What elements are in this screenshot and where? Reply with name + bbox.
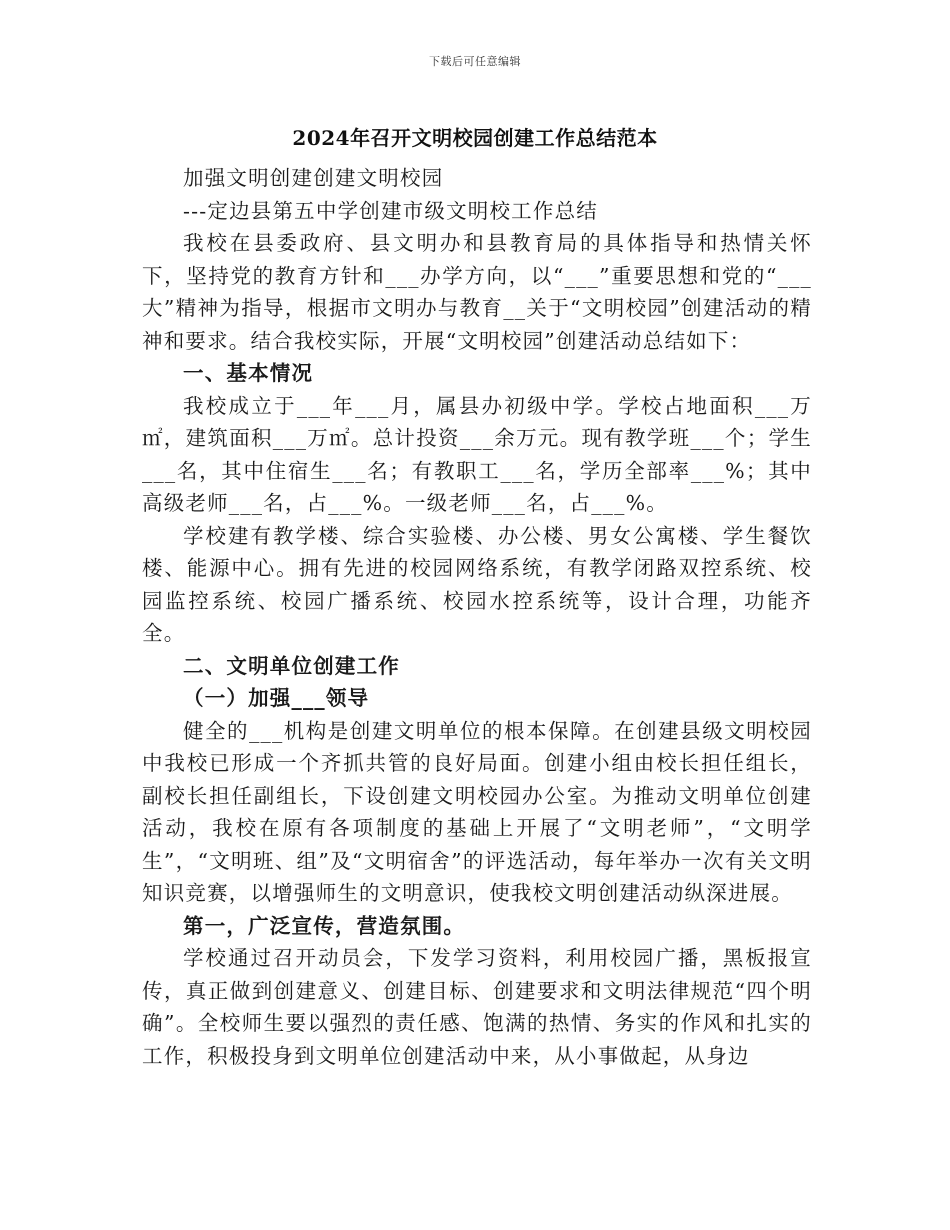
document-body <box>142 162 812 1072</box>
section-heading-creation: 二、文明单位创建工作 <box>183 653 400 678</box>
paragraph-leadership: 健全的___机构是创建文明单位的根本保障。在创建县级文明校园中我校已形成一个齐抓共管的良好局面。创建小组由校长担任组长，副校长担任副组长，下设创建文明校园办公室。为推动文明单位创建活动，我校在原有各项制度的基础上开展了“文明老师”，“文明学生”，“文明班、组”及“文明宿舍”的评选活动，每年举办一次有关文明知识竞赛，以增强师生的文明意识，使我校文明创建活动纵深进展。 <box>142 718 812 905</box>
paragraph-basic-2: 学校建有教学楼、综合实验楼、办公楼、男女公寓楼、学生餐饮楼、能源中心。拥有先进的校园网络系统，有教学闭路双控系统、校园监控系统、校园广播系统、校园水控系统等，设计合理，功能齐全。 <box>142 523 812 645</box>
paragraph-subtitle-2: ---定边县第五中学创建市级文明校工作总结 <box>183 198 598 223</box>
paragraph-publicity: 学校通过召开动员会，下发学习资料，利用校园广播，黑板报宣传，真正做到创建意义、创建目标、创建要求和文明法律规范“四个明确”。全校师生要以强烈的责任感、饱满的热情、务实的作风和扎实的工作，积极投身到文明单位创建活动中来，从小事做起，从身边 <box>142 946 812 1068</box>
subsection-heading-leadership: （一）加强___领导 <box>183 686 370 710</box>
section-heading-basic: 一、基本情况 <box>183 361 314 385</box>
paragraph-basic-1: 我校成立于___年___月，属县办初级中学。学校占地面积___万㎡，建筑面积___万㎡。总计投资___余万元。现有教学班___个；学生___名，其中住宿生___名；有教职工___名，学历全部率___%；其中高级老师___名，占___%。一级老师___名，占___%。 <box>142 393 812 515</box>
document-title: 2024年召开文明校园创建工作总结范本 <box>292 126 658 150</box>
paragraph-subtitle-1: 加强文明创建创建文明校园 <box>183 166 444 190</box>
section-heading-publicity: 第一，广泛宣传，营造氛围。 <box>183 913 466 938</box>
header-note: 下载后可任意编辑 <box>429 55 521 68</box>
paragraph-intro: 我校在县委政府、县文明办和县教育局的具体指导和热情关怀下，坚持党的教育方针和___办学方向，以“___”重要思想和党的“___大”精神为指导，根据市文明办与教育__关于“文明校园”创建活动的精神和要求。结合我校实际，开展“文明校园”创建活动总结如下： <box>142 231 812 353</box>
